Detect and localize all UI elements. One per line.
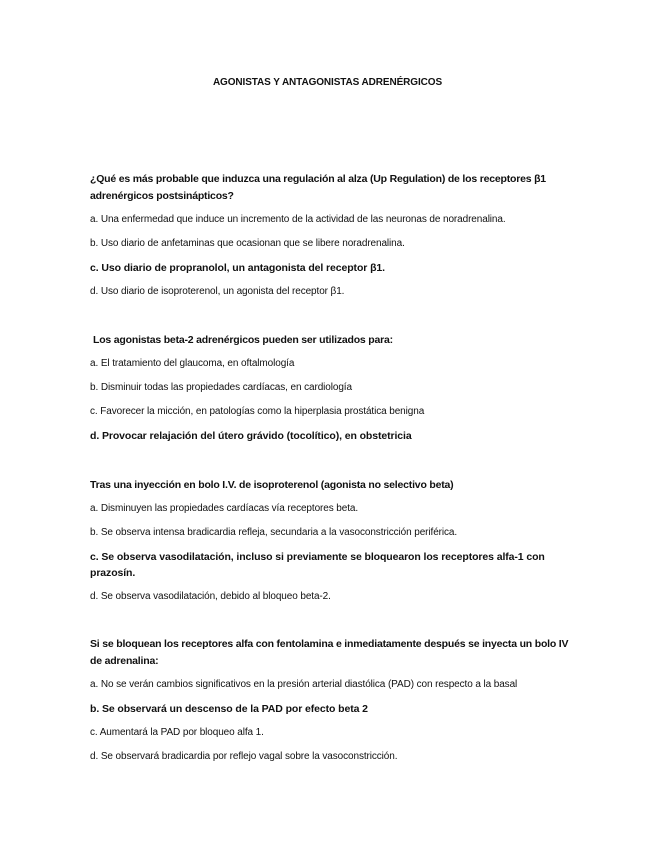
answer-option-c-highlighted: c. Se observa vasodilatación, incluso si previamente se bloquearon los receptores alfa-1 con prazosín. [90,551,545,579]
question-text: Si se bloquean los receptores alfa con fentolamina e inmediatamente después se inyecta un bolo IV de adrenalina: [90,638,569,667]
answer-option-a: a. El tratamiento del glaucoma, en oftalmología [90,358,295,369]
answer-option-d: d. Se observa vasodilatación, debido al bloqueo beta-2. [90,591,331,602]
answer-option-d: d. Uso diario de isoproterenol, un agonista del receptor β1. [90,286,345,297]
answer-option-b: b. Disminuir todas las propiedades cardíacas, en cardiología [90,382,352,393]
document-title: AGONISTAS Y ANTAGONISTAS ADRENÉRGICOS [212,77,443,88]
question-block-4 [90,636,570,773]
question-block-1 [90,171,570,308]
answer-option-a: a. No se verán cambios significativos en la presión arterial diastólica (PAD) con respecto a la basal [90,679,518,690]
answer-option-d: d. Se observará bradicardia por reflejo vagal sobre la vasoconstricción. [90,751,398,762]
question-text: ¿Qué es más probable que induzca una regulación al alza (Up Regulation) de los receptores β1 adrenérgicos postsinápticos? [90,173,546,202]
question-text: Tras una inyección en bolo I.V. de isoproterenol (agonista no selectivo beta) [90,479,454,491]
answer-option-c: c. Favorecer la micción, en patologías como la hiperplasia prostática benigna [90,406,425,417]
answer-option-b: b. Uso diario de anfetaminas que ocasionan que se libere noradrenalina. [90,238,405,249]
question-block-2 [90,332,570,452]
question-text: Los agonistas beta-2 adrenérgicos pueden ser utilizados para: [93,334,393,346]
answer-option-c: c. Aumentará la PAD por bloqueo alfa 1. [90,727,264,738]
answer-option-c-highlighted: c. Uso diario de propranolol, un antagonista del receptor β1. [90,262,385,274]
answer-option-a: a. Disminuyen las propiedades cardíacas vía receptores beta. [90,503,359,514]
answer-option-a: a. Una enfermedad que induce un incremento de la actividad de las neuronas de noradrenalina. [90,214,506,225]
answer-option-b-highlighted: b. Se observará un descenso de la PAD por efecto beta 2 [90,703,368,715]
question-block-3 [90,477,570,613]
answer-option-b: b. Se observa intensa bradicardia refleja, secundaria a la vasoconstricción periférica. [90,527,458,538]
answer-option-d-highlighted: d. Provocar relajación del útero grávido (tocolítico), en obstetricia [90,430,412,442]
